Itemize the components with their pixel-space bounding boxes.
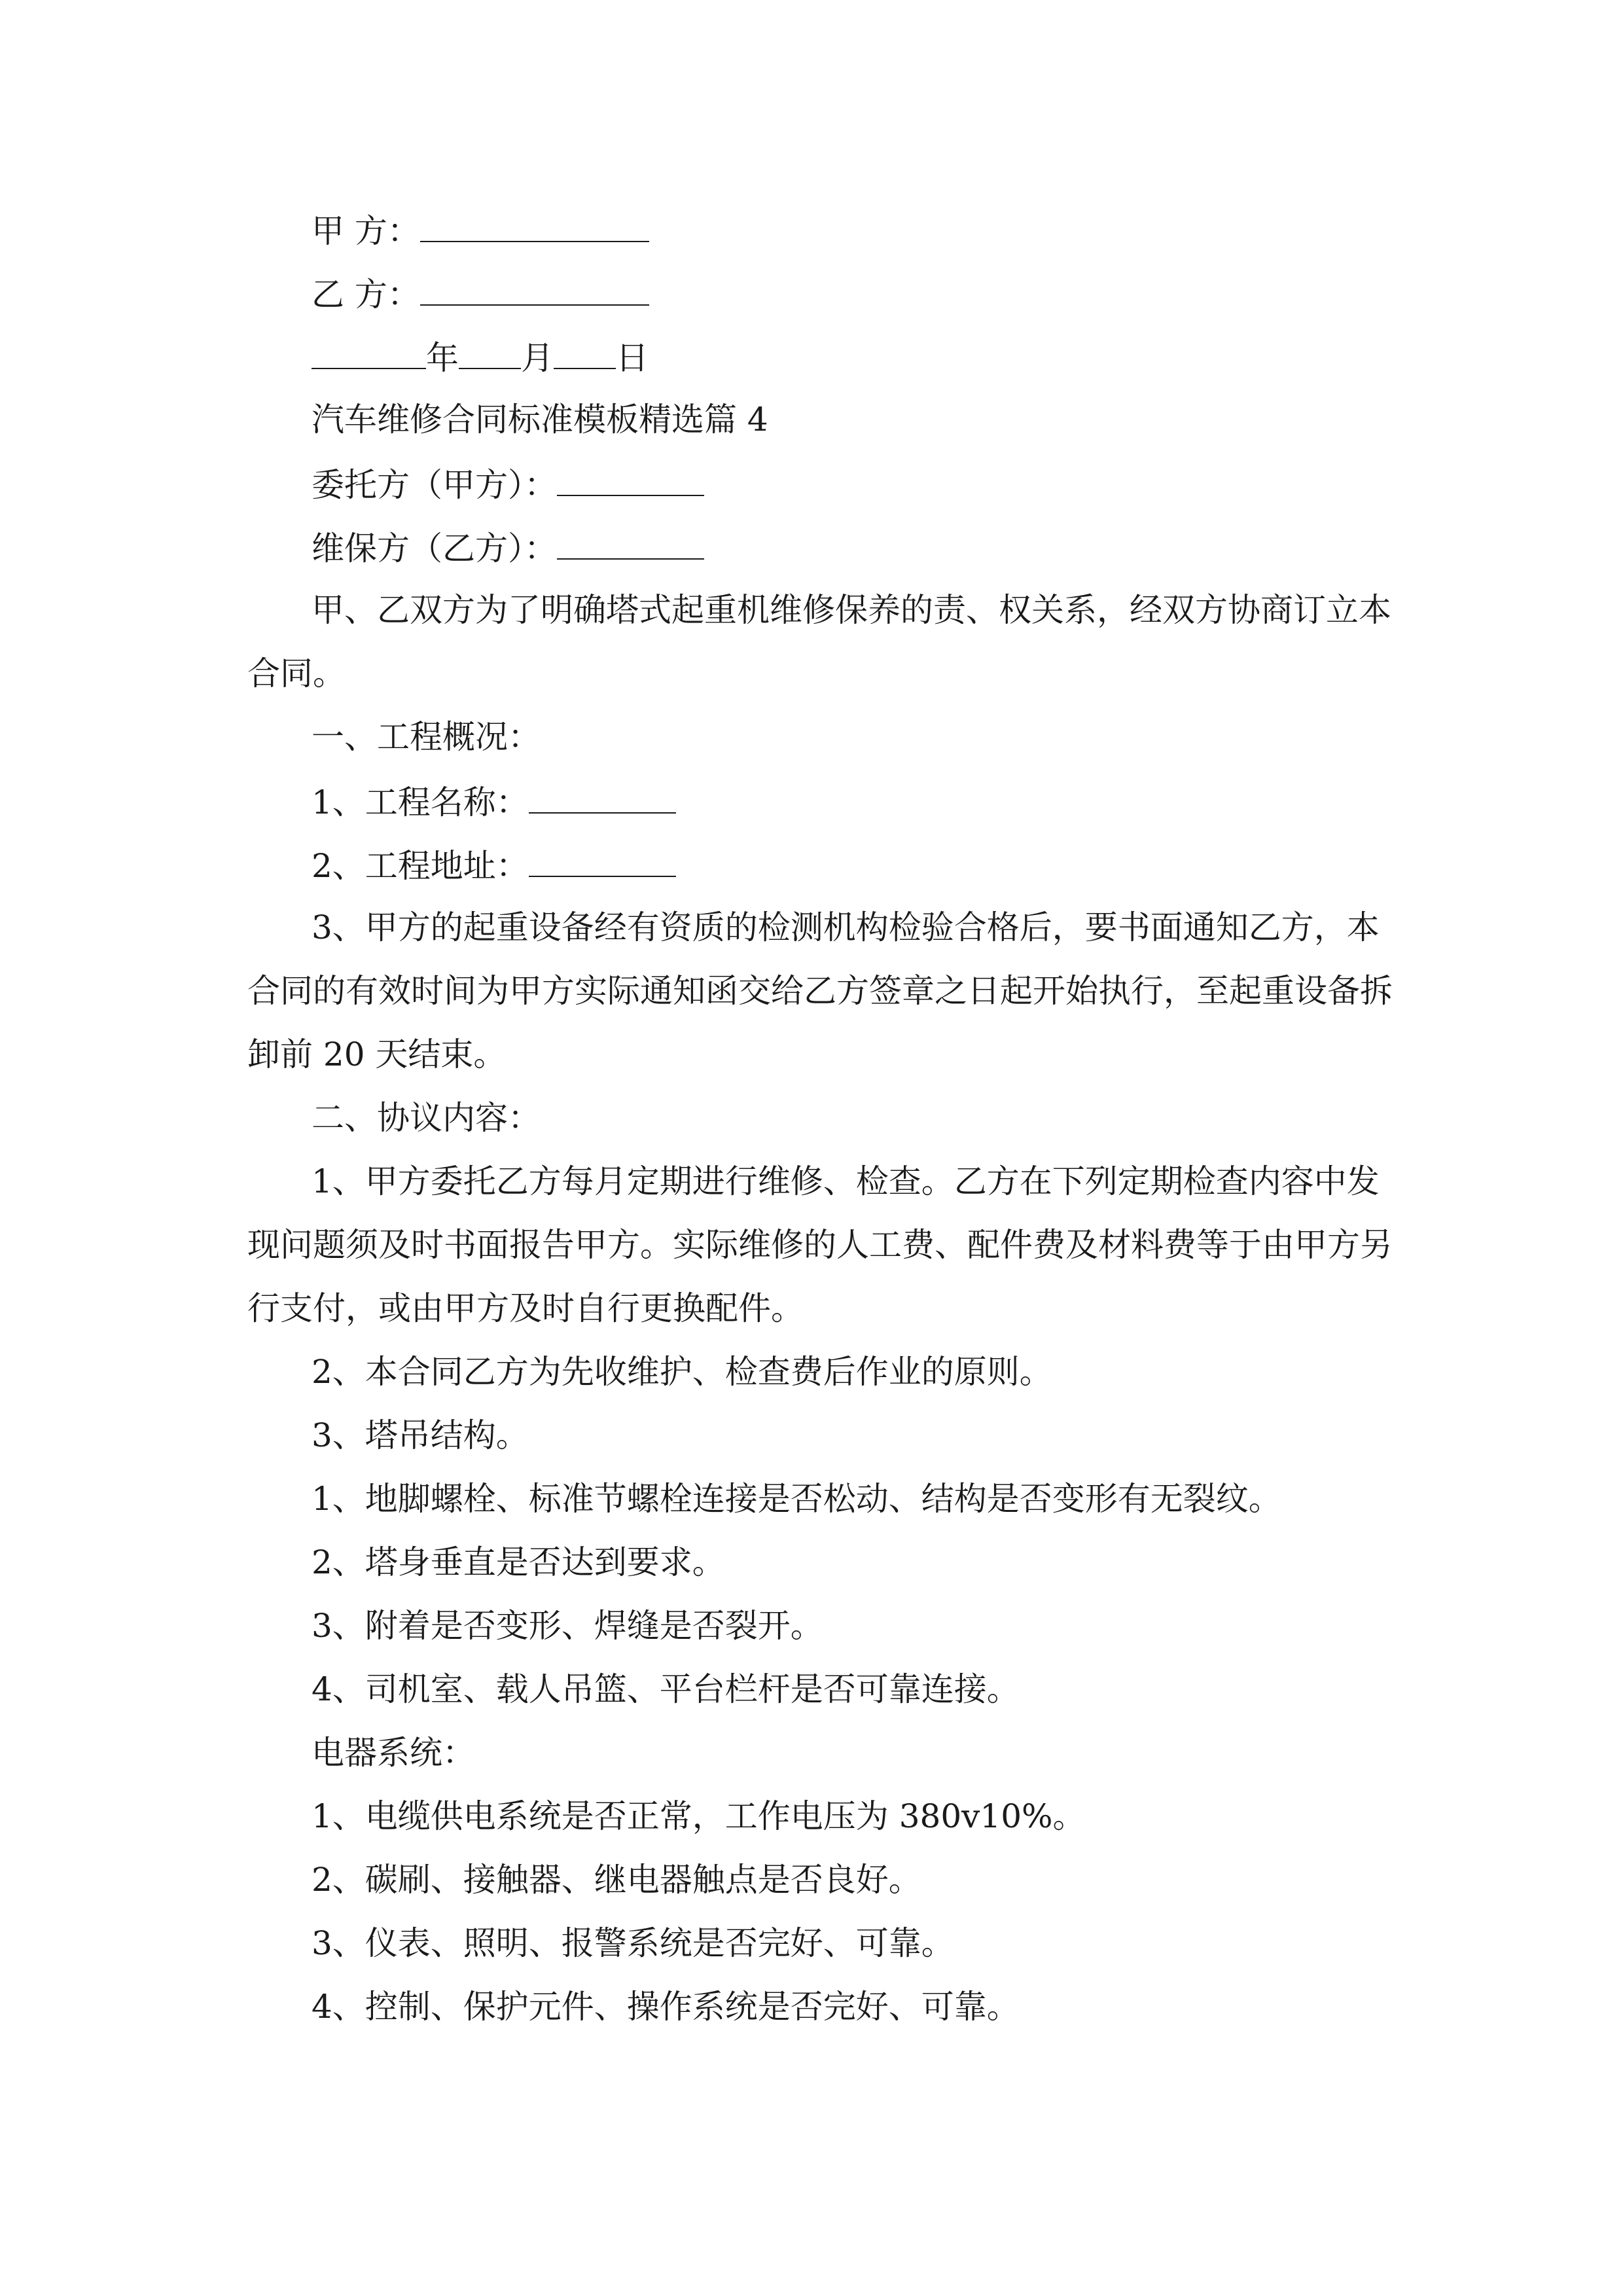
electrical-check-1: 1、电缆供电系统是否正常，工作电压为 380v10%。 — [312, 1797, 1086, 1835]
section1-item3-line1: 3、甲方的起重设备经有资质的检测机构检验合格后，要书面通知乙方，本 — [312, 908, 1380, 946]
maintainer-line — [312, 527, 1380, 568]
section2-item1-line2: 现问题须及时书面报告甲方。实际维修的人工费、配件费及材料费等于由甲方另 — [247, 1226, 1393, 1264]
client-line — [312, 463, 1380, 505]
intro-paragraph-line1: 甲、乙双方为了明确塔式起重机维修保养的责、权关系，经双方协商订立本 — [312, 591, 1391, 629]
project-address-label: 2、工程地址： — [312, 847, 529, 885]
electrical-heading: 电器系统： — [312, 1734, 475, 1772]
structure-check-2: 2、塔身垂直是否达到要求。 — [312, 1543, 725, 1581]
structure-check-4: 4、司机室、载人吊篮、平台栏杆是否可靠连接。 — [312, 1670, 1020, 1708]
section2-item1-line1: 1、甲方委托乙方每月定期进行维修、检查。乙方在下列定期检查内容中发 — [312, 1162, 1380, 1200]
maintainer-label: 维保方（乙方）： — [312, 529, 557, 567]
client-blank — [557, 463, 704, 496]
structure-check-1: 1、地脚螺栓、标准节螺栓连接是否松动、结构是否变形有无裂纹。 — [312, 1480, 1281, 1518]
date-month-label: 月 — [521, 339, 554, 377]
party-b-signature-line — [312, 273, 1380, 314]
date-line — [312, 336, 1380, 378]
section2-item1-line3: 行支付，或由甲方及时自行更换配件。 — [247, 1289, 804, 1327]
party-a-signature-line — [312, 209, 1380, 251]
section2-item3: 3、塔吊结构。 — [312, 1416, 529, 1454]
electrical-check-3: 3、仪表、照明、报警系统是否完好、可靠。 — [312, 1924, 954, 1962]
section1-heading: 一、工程概况： — [312, 718, 541, 756]
day-blank — [554, 336, 616, 369]
project-name-line — [312, 781, 1380, 822]
project-name-label: 1、工程名称： — [312, 783, 529, 821]
party-b-blank — [420, 273, 649, 306]
date-year-label: 年 — [426, 339, 459, 377]
party-a-blank — [420, 209, 649, 242]
party-a-label: 甲 方： — [312, 212, 420, 250]
structure-check-3: 3、附着是否变形、焊缝是否裂开。 — [312, 1607, 823, 1645]
section2-item2: 2、本合同乙方为先收维护、检查费后作业的原则。 — [312, 1353, 1052, 1391]
electrical-check-4: 4、控制、保护元件、操作系统是否完好、可靠。 — [312, 1988, 1020, 2026]
intro-paragraph-line2: 合同。 — [247, 655, 346, 692]
maintainer-blank — [557, 527, 704, 560]
section2-heading: 二、协议内容： — [312, 1099, 541, 1137]
project-address-line — [312, 844, 1380, 886]
year-blank — [312, 336, 426, 369]
electrical-check-2: 2、碳刷、接触器、继电器触点是否良好。 — [312, 1861, 921, 1899]
month-blank — [459, 336, 521, 369]
section1-item3-line3: 卸前 20 天结束。 — [247, 1035, 507, 1073]
date-day-label: 日 — [616, 339, 649, 377]
party-b-label: 乙 方： — [312, 276, 420, 314]
contract-title: 汽车维修合同标准模板精选篇 4 — [312, 401, 768, 439]
section1-item3-line2: 合同的有效时间为甲方实际通知函交给乙方签章之日起开始执行，至起重设备拆 — [247, 972, 1393, 1010]
project-address-blank — [529, 844, 676, 877]
client-label: 委托方（甲方）： — [312, 466, 557, 504]
project-name-blank — [529, 781, 676, 814]
